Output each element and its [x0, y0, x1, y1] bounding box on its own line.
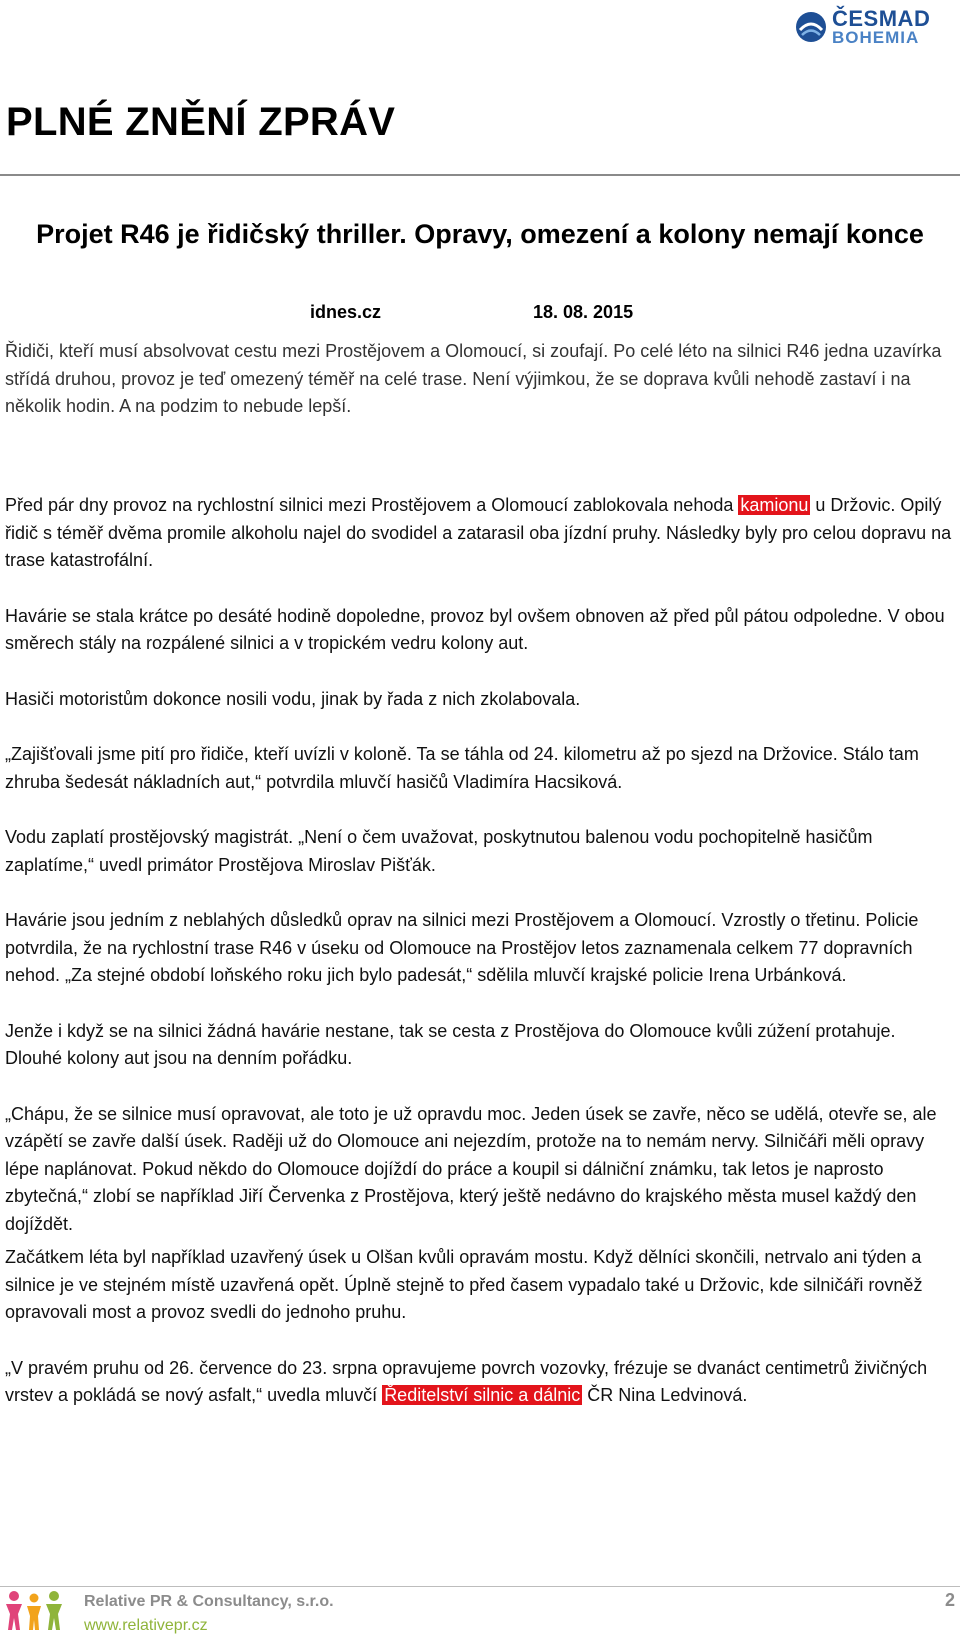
- logo-text-bottom: BOHEMIA: [832, 28, 920, 47]
- paragraph-3: Hasiči motoristům dokonce nosili vodu, jinak by řada z nich zkolabovala.: [5, 688, 581, 709]
- paragraph-7: Jenže i když se na silnici žádná havárie nestane, tak se cesta z Prostějova do Olomouce kvůli zúžení protahuje. Dlouhé kolony aut jsou na denním pořádku.: [5, 1020, 896, 1068]
- paragraph-1: [5, 492, 955, 575]
- paragraph-10-start: „V pravém pruhu od 26. července do 23. srpna opravujeme povrch vozovky, frézuje se dvanáct centimetrů živičných vrstev a pokládá se nový asfalt,“ uvedla mluvčí: [5, 1357, 928, 1405]
- paragraph-9: Začátkem léta byl například uzavřený úsek u Olšan kvůli opravám mostu. Když dělníci skončili, netrvalo ani týden a silnice je ve stejném místě uzavřená opět. Úplně stejně to před časem vypadalo také u Držovic, kde silničáři rovněž opravovali most a provoz svedli do jednoho pruhu.: [5, 1247, 923, 1322]
- logo-text-top: ČESMAD: [832, 6, 931, 31]
- cesmad-bohemia-logo: [794, 6, 954, 47]
- footer-company: Relative PR & Consultancy, s.r.o.: [84, 1593, 334, 1610]
- relative-pr-people-icon: [4, 1588, 66, 1632]
- paragraph-5: Vodu zaplatí prostějovský magistrát. „Není o čem uvažovat, poskytnutou balenou vodu pochopitelně hasičům zaplatíme,“ uvedl primátor Prostějova Miroslav Pišťák.: [5, 827, 873, 875]
- page-number: 2: [944, 1590, 955, 1610]
- document-title: PLNÉ ZNĚNÍ ZPRÁV: [6, 100, 396, 144]
- article-date: 18. 08. 2015: [533, 302, 634, 322]
- paragraph-6: Havárie jsou jedním z neblahých důsledků oprav na silnici mezi Prostějovem a Olomoucí. Vzrostly o třetinu. Policie potvrdila, že na rychlostní trase R46 v úseku od Olomouce na Prostějov letos zaznamenala celkem 77 dopravních nehod. „Za stejné období loňského roku jich bylo padesát,“ sdělila mluvčí krajské policie Irena Urbánková.: [5, 910, 919, 985]
- paragraph-8: „Chápu, že se silnice musí opravovat, ale toto je už opravdu moc. Jeden úsek se zavře, něco se udělá, otevře se, ale vzápětí se zavře další úsek. Raději už do Olomouce ani nejezdím, protože na to nemám nervy. Silničáři měli opravy lépe naplánovat. Pokud někdo do Olomouce dojíždí do práce a koupil si dálniční známku, tak letos je naprosto zbytečná,“ zlobí se například Jiří Červenka z Prostějova, který ještě nedávno do krajského města musel každý den dojíždět.: [5, 1103, 937, 1234]
- paragraph-2: Havárie se stala krátce po desáté hodině dopoledne, provoz byl ovšem obnoven až před půl pátou odpoledne. V obou směrech stály na rozpálené silnici a v tropickém vedru kolony aut.: [5, 605, 945, 653]
- cesmad-emblem-icon: [794, 10, 828, 44]
- article-title: Projet R46 je řidičský thriller. Opravy, omezení a kolony nemají konce: [36, 219, 924, 249]
- footer-website-link[interactable]: www.relativepr.cz: [84, 1617, 208, 1634]
- highlight-rsd: Ředitelství silnic a dálnic: [384, 1385, 581, 1405]
- footer-divider: [0, 1586, 960, 1587]
- paragraph-10-end: ČR Nina Ledvinová.: [582, 1385, 748, 1405]
- paragraph-1-end: u Držovic. Opilý řidič s téměř dvěma promile alkoholu najel do svodidel a zatarasil oba jízdní pruhy. Následky byly pro celou dopravu na trase katastrofální.: [5, 495, 952, 570]
- title-divider: [0, 174, 960, 176]
- paragraph-10: [5, 1355, 955, 1410]
- paragraph-1-start: Před pár dny provoz na rychlostní silnici mezi Prostějovem a Olomoucí zablokovala nehoda: [5, 495, 739, 515]
- article-body: [5, 492, 955, 1438]
- highlight-kamionu: kamionu: [740, 495, 809, 515]
- article-lead: Řidiči, kteří musí absolvovat cestu mezi Prostějovem a Olomoucí, si zoufají. Po celé léto na silnici R46 jedna uzavírka střídá druhou, provoz je teď omezený téměř na celé trase. Není výjimkou, že se doprava kvůli nehodě zastaví i na několik hodin. A na podzim to nebude lepší.: [5, 341, 942, 416]
- article-source: idnes.cz: [310, 302, 382, 322]
- paragraph-4: „Zajišťovali jsme pití pro řidiče, kteří uvízli v koloně. Ta se táhla od 24. kilometru až po sjezd na Držovice. Stálo tam zhruba šedesát nákladních aut,“ potvrdila mluvčí hasičů Vladimíra Hacsiková.: [5, 744, 919, 792]
